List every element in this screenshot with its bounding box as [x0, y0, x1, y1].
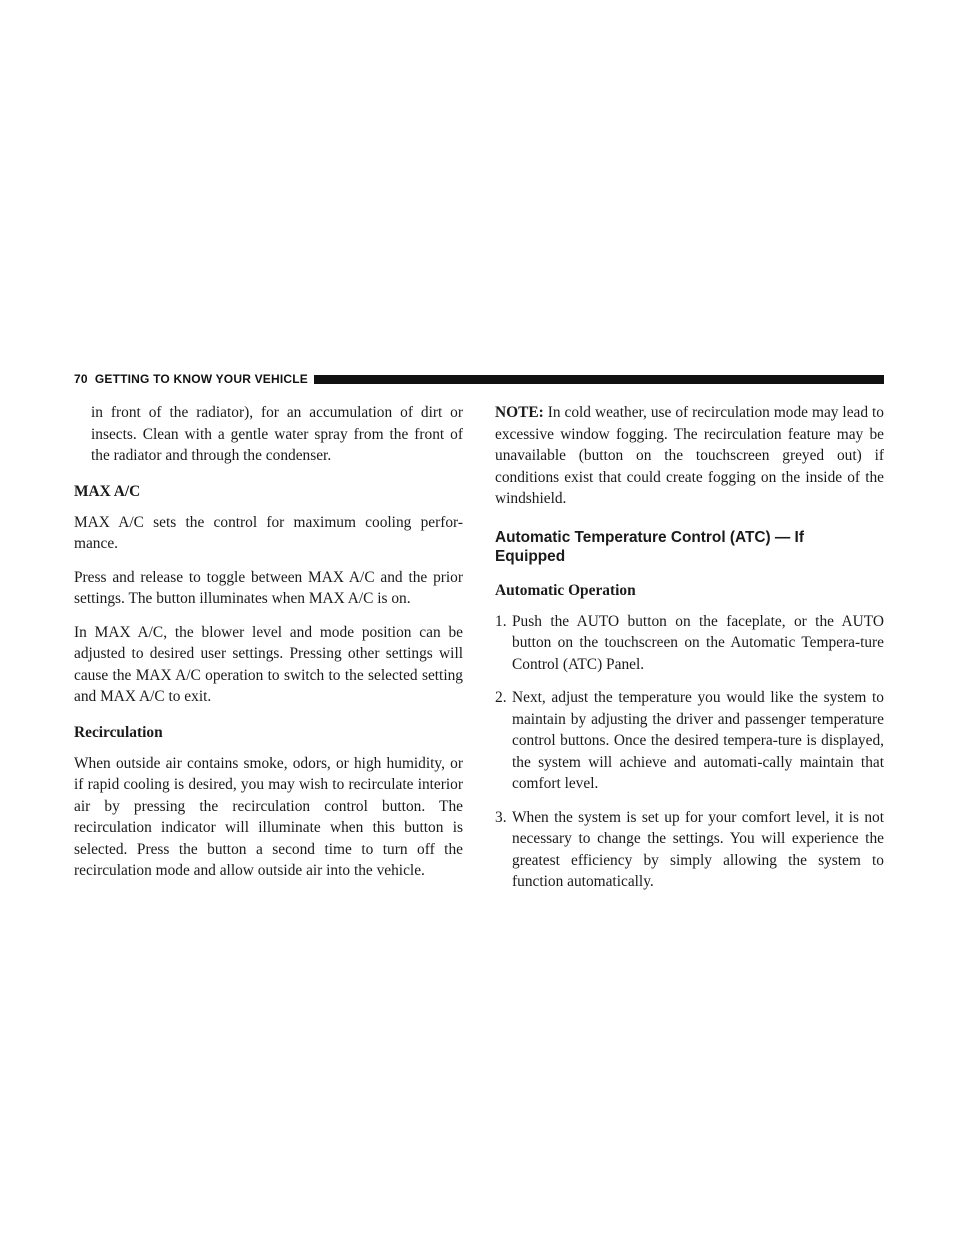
step-number: 2.: [495, 689, 507, 706]
header-rule: [314, 375, 884, 384]
automatic-operation-steps: [495, 611, 884, 893]
continued-paragraph: in front of the radiator), for an accumulation of dirt or insects. Clean with a gentle water spray from the front of the radiator and through the condenser.: [91, 404, 463, 464]
recirculation-paragraph: When outside air contains smoke, odors, or high humidity, or if rapid cooling is desired, you may wish to recirculate interior air by pressing the recirculation control button. The recirculation indicator will illuminate when this button is selected. Press the button a second time to turn off the recirculation mode and allow outside air into the vehicle.: [74, 754, 463, 879]
header-text: [74, 372, 308, 386]
step-number: 1.: [495, 612, 507, 630]
atc-heading-line-2: Equipped: [495, 547, 566, 565]
maxac-paragraph-2: Press and release to toggle between MAX A/C and the prior settings. The button illuminates when MAX A/C is on.: [74, 568, 463, 607]
step-text: Next, adjust the temperature you would like the system to maintain by adjusting the driver and passenger temperature control buttons. Once the desired tempera-ture is displayed, the system will achieve and automati-cally maintain that comfort level.: [512, 689, 884, 792]
atc-heading-line-1: Automatic Temperature Control (ATC) — If: [495, 528, 804, 546]
left-column: [74, 402, 463, 894]
note-text: In cold weather, use of recirculation mode may lead to excessive window fogging. The recirculation feature may be unavailable (button on the touchscreen greyed out) if conditions exist that could create fogging on the inside of the windshield.: [495, 404, 884, 507]
section-title: GETTING TO KNOW YOUR VEHICLE: [94, 372, 308, 386]
step-text: When the system is set up for your comfort level, it is not necessary to change the settings. You will experience the greatest efficiency by simply allowing the system to function automatically.: [512, 808, 884, 890]
maxac-paragraph-1: MAX A/C sets the control for maximum cooling perfor-mance.: [74, 513, 463, 552]
maxac-paragraph-3: In MAX A/C, the blower level and mode position can be adjusted to desired user settings. Pressing other settings will cause the MAX A/C operation to switch to the selected setting and MAX A/C to exit.: [74, 623, 463, 705]
page-header: [74, 371, 884, 387]
list-item: [495, 687, 884, 795]
maxac-heading: MAX A/C: [74, 482, 141, 500]
list-item: [495, 611, 884, 676]
right-column: [495, 402, 884, 905]
automatic-operation-heading: Automatic Operation: [495, 581, 636, 599]
step-number: 3.: [495, 808, 507, 826]
list-item: [495, 807, 884, 893]
recirculation-heading: Recirculation: [74, 723, 163, 741]
step-text: Push the AUTO button on the faceplate, or the AUTO button on the touchscreen on the Automatic Tempera-ture Control (ATC) Panel.: [512, 612, 884, 673]
page-number: 70: [74, 372, 88, 386]
note-paragraph: [495, 402, 884, 510]
note-label: NOTE:: [495, 404, 544, 421]
atc-heading: [495, 528, 884, 566]
